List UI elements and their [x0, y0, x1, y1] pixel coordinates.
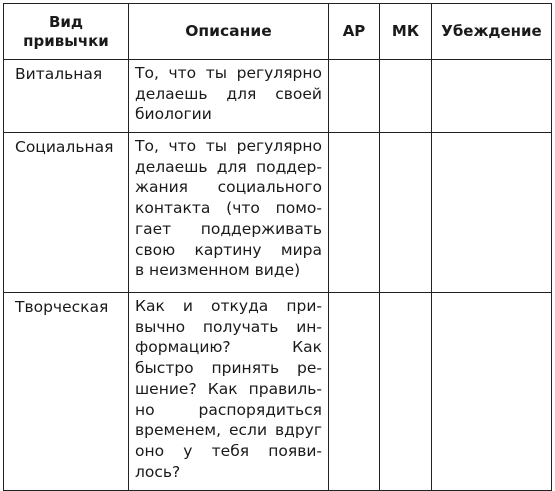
description-line: в неизменном виде): [135, 261, 301, 280]
description-line: гает поддерживать: [135, 219, 322, 238]
ar-cell: [329, 293, 380, 491]
description-line: То, что ты регулярно: [135, 64, 322, 82]
description-line: жания социального: [135, 178, 322, 197]
habits-table: [3, 3, 552, 491]
mk-cell: [380, 133, 432, 293]
belief-cell: [432, 293, 552, 491]
habit-description-cell: [129, 60, 329, 133]
mk-cell: [380, 293, 432, 491]
description-line: временем, если вдруг: [135, 421, 322, 440]
header-habit-type-line-2: привычки: [23, 31, 109, 50]
table-row-vital: [4, 60, 552, 133]
header-mk: МК: [380, 4, 432, 60]
ar-cell: [329, 60, 380, 133]
ar-cell: [329, 133, 380, 293]
habit-type-cell: Социальная: [4, 133, 129, 293]
habit-type-cell: Витальная: [4, 60, 129, 133]
habit-description-cell: [129, 133, 329, 293]
mk-cell: [380, 60, 432, 133]
belief-cell: [432, 133, 552, 293]
header-belief: Убеждение: [432, 4, 552, 60]
table-row-creative: [4, 293, 552, 491]
belief-cell: [432, 60, 552, 133]
description-line: То, что ты регулярно: [135, 137, 322, 155]
description-line: лось?: [135, 462, 181, 481]
description-line: шение? Как правиль-: [135, 379, 322, 398]
header-habit-type: [4, 4, 129, 60]
description-line: но распорядиться: [135, 400, 322, 419]
description-line: вычно получать ин-: [135, 317, 322, 336]
description-line: быстро принять ре-: [135, 359, 322, 378]
table-row-social: [4, 133, 552, 293]
header-habit-type-line-1: Вид: [48, 12, 84, 31]
description-line: контакта (что помо-: [135, 199, 322, 218]
description-line: Как и откуда при-: [135, 297, 322, 315]
description-line: делаешь для своей: [135, 84, 322, 103]
habit-description-cell: [129, 293, 329, 491]
description-line: оно у тебя появи-: [135, 441, 322, 460]
habit-type-cell: Творческая: [4, 293, 129, 491]
description-line: делаешь для поддер-: [135, 157, 322, 176]
description-line: свою картину мира: [135, 240, 322, 259]
header-ar: АР: [329, 4, 380, 60]
description-line: формацию? Как: [135, 338, 322, 357]
header-row: [4, 4, 552, 60]
header-description: Описание: [129, 4, 329, 60]
description-line: биологии: [135, 105, 212, 124]
